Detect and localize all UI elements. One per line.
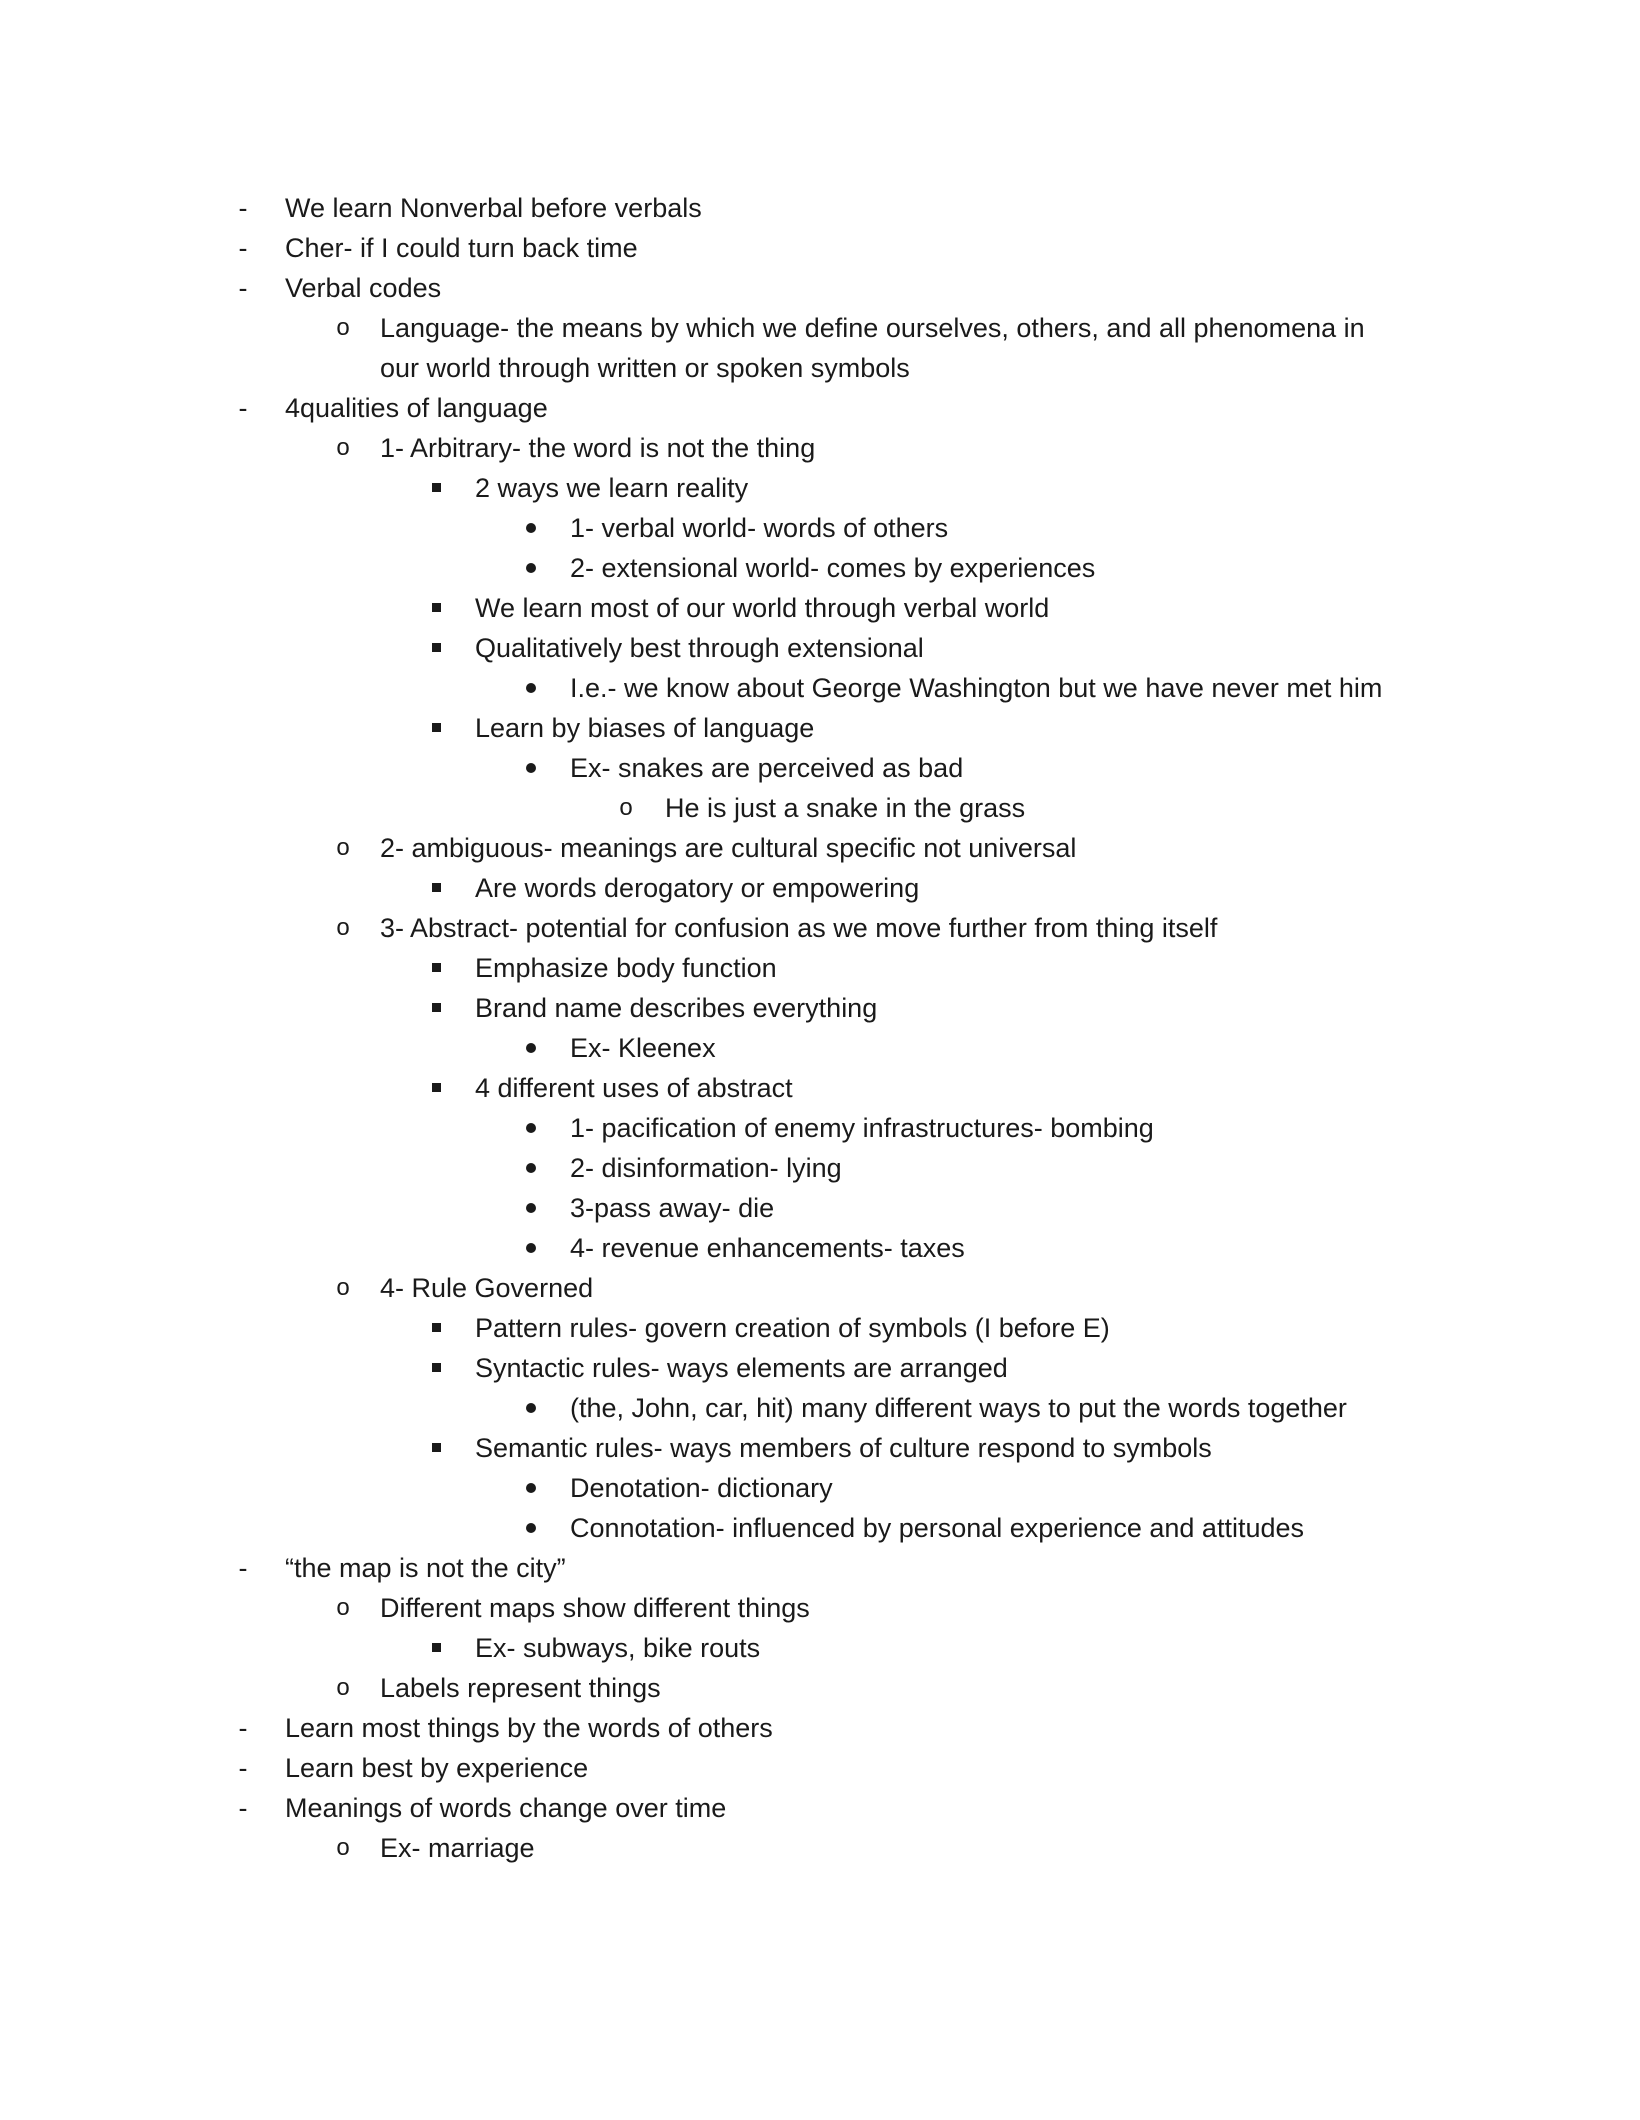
outline-item-text: 4qualities of language (285, 393, 548, 423)
outline-item-text: Ex- snakes are perceived as bad (570, 753, 964, 783)
dash-bullet-icon: - (238, 1553, 248, 1583)
outline-item-text: 4 different uses of abstract (475, 1073, 793, 1103)
dot-bullet-icon (519, 748, 543, 788)
outline-item-level-4 (0, 1188, 1640, 1228)
outline-item-text: Ex- marriage (380, 1833, 535, 1863)
square-bullet-icon (424, 868, 448, 908)
outline-item-text: Denotation- dictionary (570, 1473, 833, 1503)
outline-item-text: Connotation- influenced by personal experience and attitudes (570, 1513, 1304, 1543)
circle-bullet-icon: o (336, 1834, 350, 1861)
outline-item-text: (the, John, car, hit) many different ways to put the words together (570, 1393, 1347, 1423)
outline-item-text: Pattern rules- govern creation of symbols (I before E) (475, 1313, 1110, 1343)
outline-item-text: 4- Rule Governed (380, 1273, 594, 1303)
outline-item-text: Cher- if I could turn back time (285, 233, 638, 263)
dot-bullet-icon (519, 1108, 543, 1148)
outline-item-level-1 (0, 188, 1640, 228)
outline-item-level-4 (0, 1228, 1640, 1268)
outline-item-level-1 (0, 1708, 1640, 1748)
outline-item-level-1 (0, 388, 1640, 428)
outline-item-text: 1- Arbitrary- the word is not the thing (380, 433, 816, 463)
outline-item-level-2 (0, 1268, 1640, 1308)
outline-item-level-2 (0, 308, 1640, 388)
square-bullet-icon (424, 708, 448, 748)
outline-item-level-2 (0, 908, 1640, 948)
outline-item-text: Ex- subways, bike routs (475, 1633, 761, 1663)
outline-item-text: Brand name describes everything (475, 993, 878, 1023)
dash-bullet-icon: - (238, 193, 248, 223)
outline-item-level-3 (0, 1308, 1640, 1348)
outline-item-level-4 (0, 1148, 1640, 1188)
circle-bullet-icon: o (336, 914, 350, 941)
dot-bullet-icon (519, 1468, 543, 1508)
outline-item-level-5 (0, 788, 1640, 828)
outline-item-level-4 (0, 1108, 1640, 1148)
outline-item-level-1 (0, 228, 1640, 268)
outline-item-text: 2- disinformation- lying (570, 1153, 842, 1183)
dot-bullet-icon (519, 1148, 543, 1188)
square-bullet-icon (424, 1308, 448, 1348)
circle-bullet-icon: o (336, 1674, 350, 1701)
outline-item-level-3 (0, 708, 1640, 748)
square-bullet-icon (424, 468, 448, 508)
square-bullet-icon (424, 1348, 448, 1388)
outline-item-text: 2 ways we learn reality (475, 473, 749, 503)
square-bullet-icon (424, 588, 448, 628)
square-bullet-icon (424, 948, 448, 988)
outline-item-level-4 (0, 748, 1640, 788)
circle-bullet-icon: o (336, 434, 350, 461)
outline-item-text: We learn Nonverbal before verbals (285, 193, 702, 223)
outline-item-level-3 (0, 988, 1640, 1028)
dot-bullet-icon (519, 1188, 543, 1228)
outline-item-text: 1- pacification of enemy infrastructures- bombing (570, 1113, 1154, 1143)
outline-item-level-1 (0, 1548, 1640, 1588)
outline-item-level-4 (0, 548, 1640, 588)
outline-item-text: 1- verbal world- words of others (570, 513, 949, 543)
dot-bullet-icon (519, 548, 543, 588)
dot-bullet-icon (519, 508, 543, 548)
outline-item-text: Emphasize body function (475, 953, 777, 983)
dot-bullet-icon (519, 1508, 543, 1548)
square-bullet-icon (424, 628, 448, 668)
outline-item-level-2 (0, 1668, 1640, 1708)
outline-item-text: Learn by biases of language (475, 713, 815, 743)
outline-item-level-3 (0, 868, 1640, 908)
outline-item-level-3 (0, 1628, 1640, 1668)
dash-bullet-icon: - (238, 1793, 248, 1823)
outline-item-level-2 (0, 1828, 1640, 1868)
outline-item-text: Verbal codes (285, 273, 442, 303)
outline-item-level-4 (0, 1028, 1640, 1068)
outline-item-level-3 (0, 468, 1640, 508)
outline-item-level-3 (0, 1068, 1640, 1108)
outline-item-text: I.e.- we know about George Washington but we have never met him (570, 673, 1383, 703)
circle-bullet-icon: o (336, 314, 350, 341)
outline-item-text: 2- ambiguous- meanings are cultural specific not universal (380, 833, 1077, 863)
outline-item-text: Different maps show different things (380, 1593, 810, 1623)
square-bullet-icon (424, 1428, 448, 1468)
circle-bullet-icon: o (336, 1594, 350, 1621)
outline-item-level-1 (0, 1788, 1640, 1828)
outline-item-text: Ex- Kleenex (570, 1033, 716, 1063)
outline-item-text: He is just a snake in the grass (665, 793, 1026, 823)
outline-item-level-4 (0, 508, 1640, 548)
dash-bullet-icon: - (238, 1713, 248, 1743)
outline-item-text: 3- Abstract- potential for confusion as we move further from thing itself (380, 913, 1218, 943)
outline-item-level-3 (0, 948, 1640, 988)
dot-bullet-icon (519, 1228, 543, 1268)
outline-item-text: We learn most of our world through verbal world (475, 593, 1050, 623)
outline-item-text: Are words derogatory or empowering (475, 873, 920, 903)
outline-item-level-2 (0, 828, 1640, 868)
outline-item-text: Qualitatively best through extensional (475, 633, 924, 663)
outline-item-level-2 (0, 428, 1640, 468)
outline-item-text: Semantic rules- ways members of culture respond to symbols (475, 1433, 1212, 1463)
outline-item-text: Syntactic rules- ways elements are arranged (475, 1353, 1008, 1383)
dash-bullet-icon: - (238, 233, 248, 263)
outline-item-text: Labels represent things (380, 1673, 661, 1703)
dash-bullet-icon: - (238, 393, 248, 423)
dash-bullet-icon: - (238, 273, 248, 303)
outline-item-text: 3-pass away- die (570, 1193, 775, 1223)
outline-item-level-4 (0, 1508, 1640, 1548)
outline-item-level-3 (0, 588, 1640, 628)
notes-outline (0, 188, 1640, 1868)
dot-bullet-icon (519, 1388, 543, 1428)
dot-bullet-icon (519, 1028, 543, 1068)
outline-item-level-4 (0, 1468, 1640, 1508)
outline-item-level-1 (0, 268, 1640, 308)
outline-item-level-3 (0, 1428, 1640, 1468)
circle-bullet-icon: o (619, 794, 633, 821)
outline-item-level-1 (0, 1748, 1640, 1788)
dash-bullet-icon: - (238, 1753, 248, 1783)
dot-bullet-icon (519, 668, 543, 708)
outline-item-level-3 (0, 628, 1640, 668)
outline-item-level-4 (0, 1388, 1640, 1428)
circle-bullet-icon: o (336, 834, 350, 861)
outline-item-level-3 (0, 1348, 1640, 1388)
outline-item-text: Learn most things by the words of others (285, 1713, 773, 1743)
outline-item-text: Language- the means by which we define ourselves, others, and all phenomena in our world through written or spoken symbols (380, 313, 1365, 383)
square-bullet-icon (424, 1068, 448, 1108)
outline-item-text: Learn best by experience (285, 1753, 589, 1783)
outline-item-text: “the map is not the city” (285, 1553, 566, 1583)
outline-item-text: 2- extensional world- comes by experiences (570, 553, 1096, 583)
square-bullet-icon (424, 1628, 448, 1668)
outline-item-level-4 (0, 668, 1640, 708)
circle-bullet-icon: o (336, 1274, 350, 1301)
square-bullet-icon (424, 988, 448, 1028)
outline-item-text: Meanings of words change over time (285, 1793, 727, 1823)
outline-item-text: 4- revenue enhancements- taxes (570, 1233, 965, 1263)
outline-item-level-2 (0, 1588, 1640, 1628)
